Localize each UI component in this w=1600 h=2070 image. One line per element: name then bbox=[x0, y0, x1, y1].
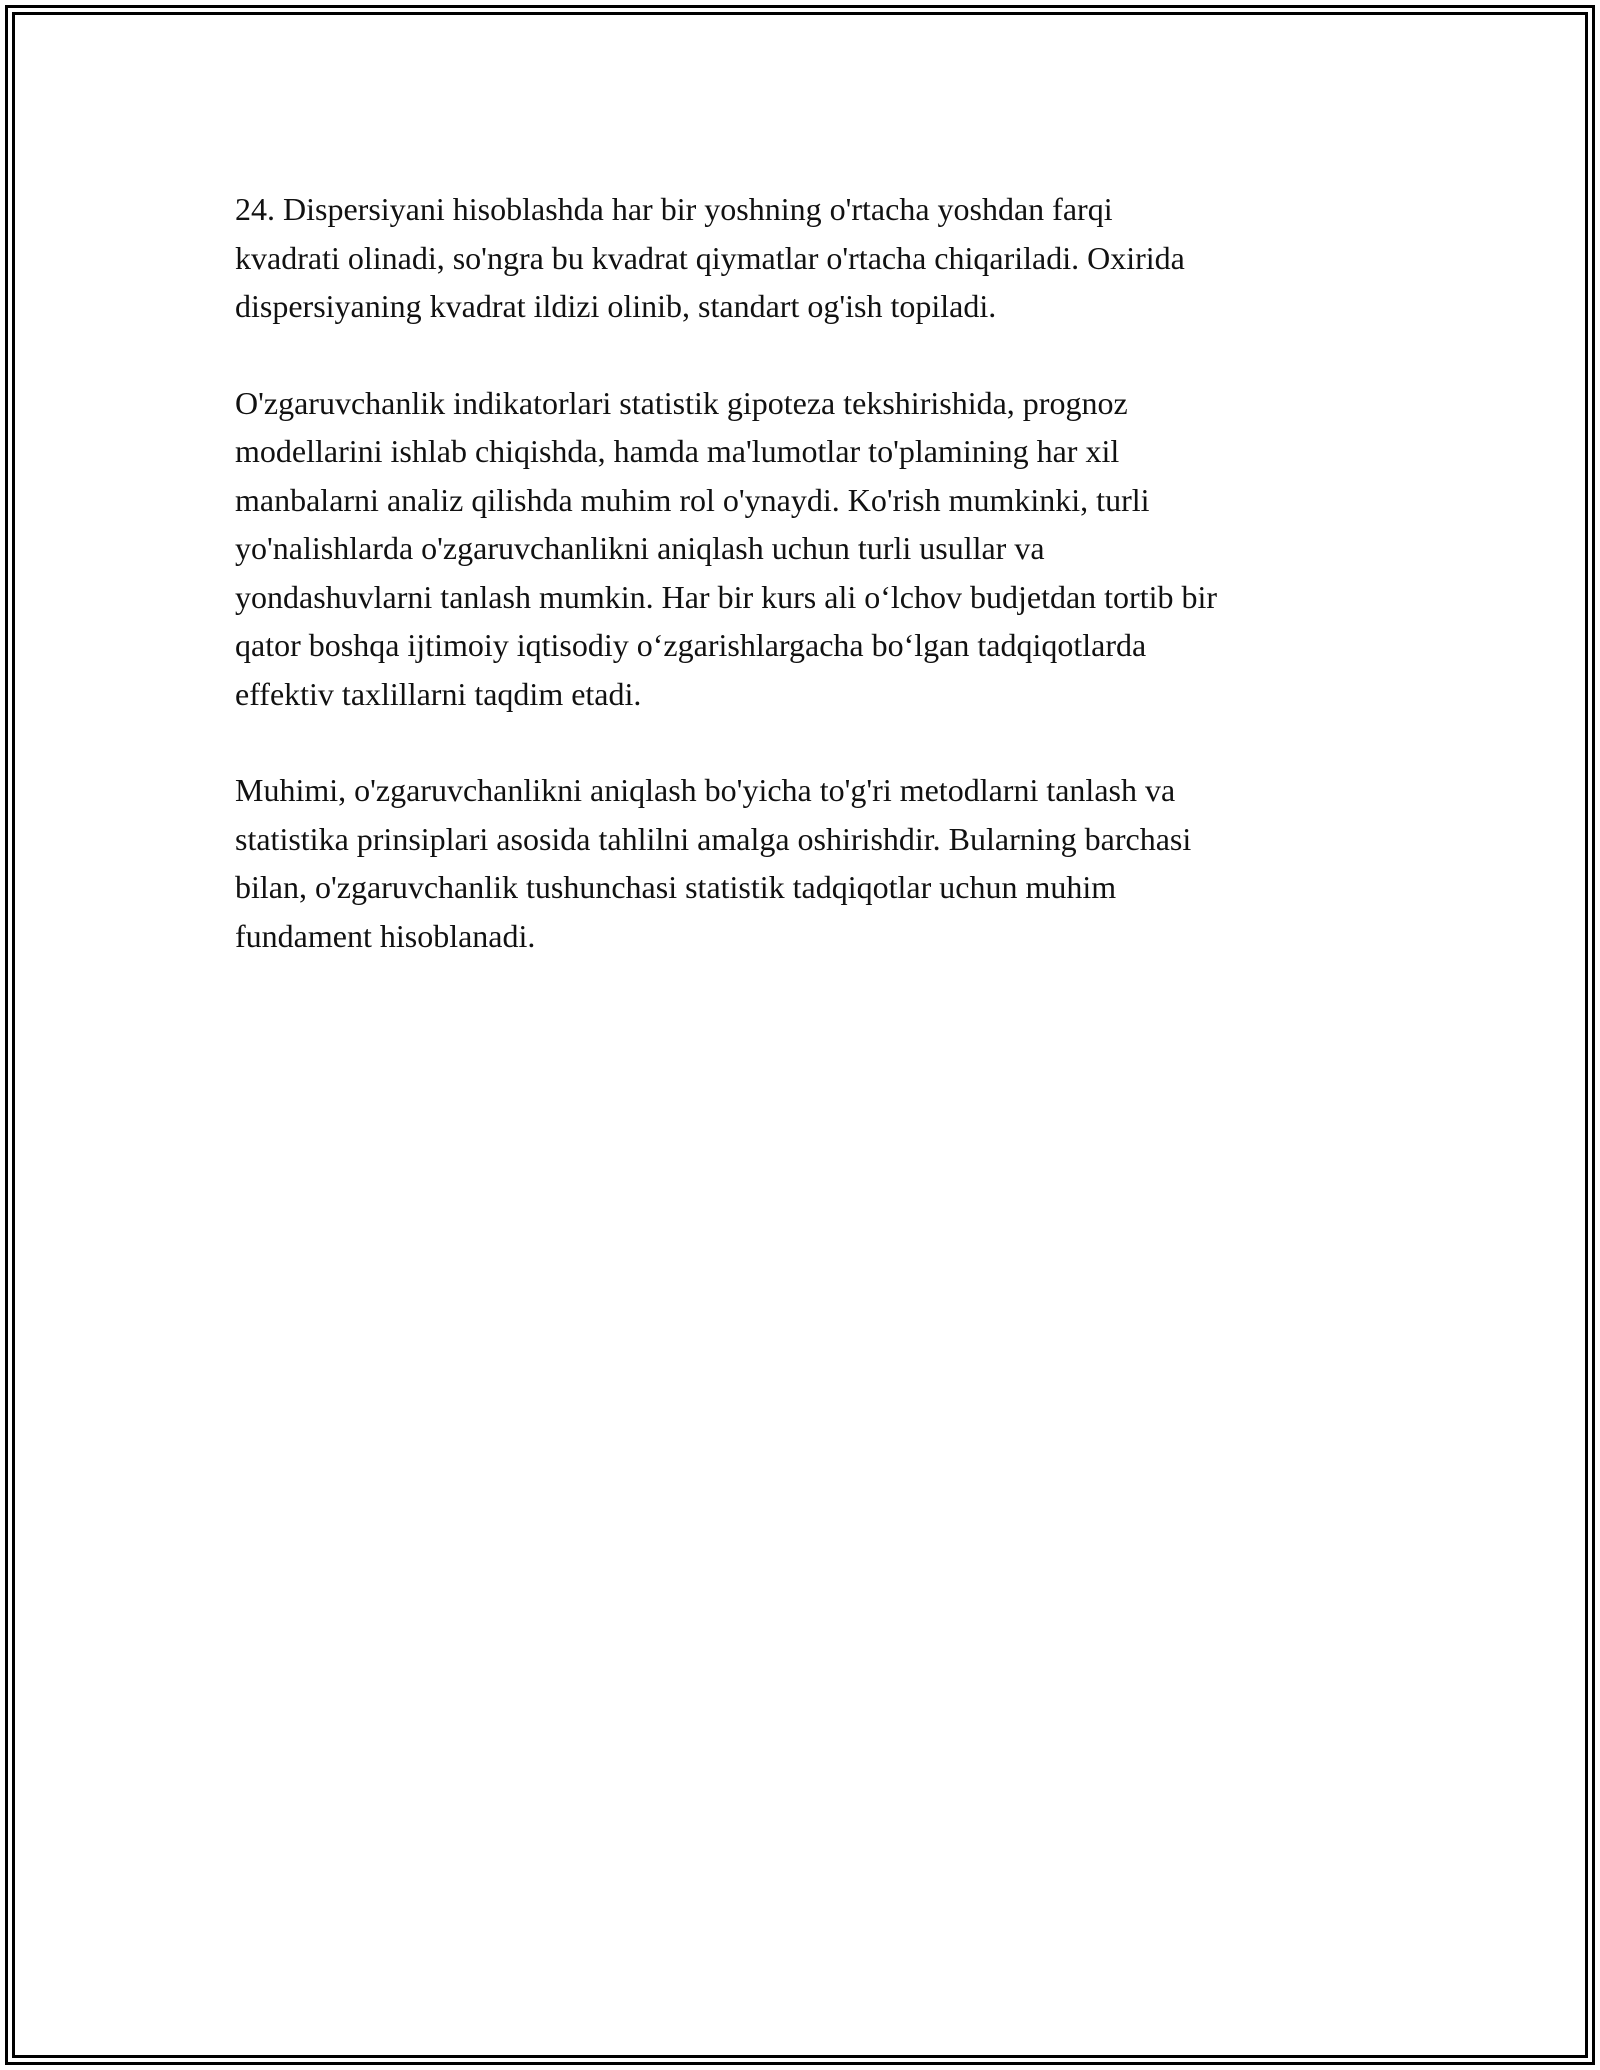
paragraph-variance-calculation: 24. Dispersiyani hisoblashda har bir yoshning o'rtacha yoshdan farqi kvadrati olinadi, so'ngra bu kvadrat qiymatlar o'rtacha chiqariladi. Oxirida dispersiyaning kvadrat ildizi olinib, standart og'ish topiladi. bbox=[235, 191, 1185, 324]
paragraph-variability-indicators: O'zgaruvchanlik indikatorlari statistik gipoteza tekshirishida, prognoz modellarini ishlab chiqishda, hamda ma'lumotlar to'plamining har xil manbalarni analiz qilishda muhim rol o'ynaydi. Ko'rish mumkinki, turli yo'nalishlarda o'zgaruvchanlikni aniqlash uchun turli usullar va yondashuvlarni tanlash mumkin. Har bir kurs ali o‘lchov budjetdan tortib bir qator boshqa ijtimoiy iqtisodiy o‘zgarishlargacha bo‘lgan tadqiqotlarda effektiv taxlillarni taqdim etadi. bbox=[235, 384, 1218, 712]
paragraph-conclusion: Muhimi, o'zgaruvchanlikni aniqlash bo'yicha to'g'ri metodlarni tanlash va statistika prinsiplari asosida tahlilni amalga oshirishdir. Bularning barchasi bilan, o'zgaruvchanlik tushunchasi statistik tadqiqotlar uchun muhim fundament hisoblanadi. bbox=[235, 772, 1192, 954]
document-body bbox=[235, 185, 1385, 1008]
